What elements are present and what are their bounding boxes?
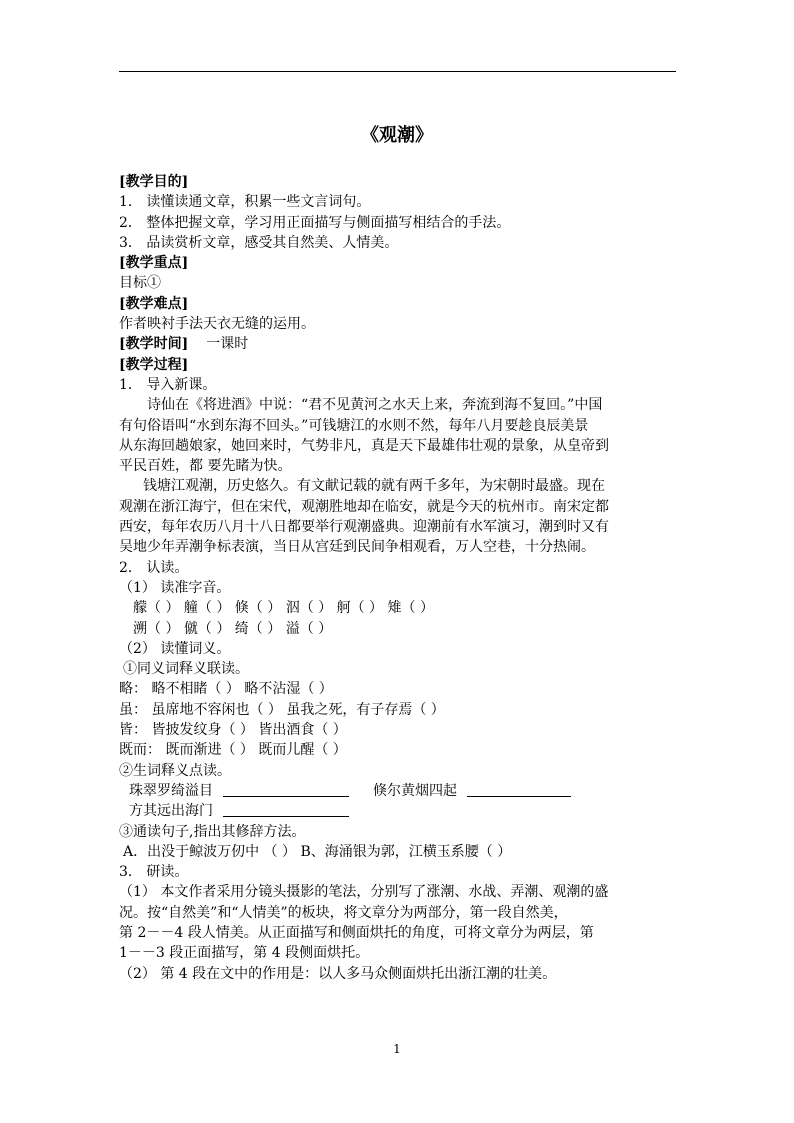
difficulties-heading: [教学难点] bbox=[119, 295, 189, 312]
paragraph-line: 诗仙在《将进酒》中说：“君不见黄河之水天上来，奔流到海不复回。”中国 bbox=[147, 397, 603, 414]
char-row: 艨（ ） 艟（ ） 倏（ ） 泅（ ） 舸（ ） 雉（ ） bbox=[133, 600, 434, 617]
vocab-heading: ②生词释义点读。 bbox=[119, 762, 231, 779]
page-number: 1 bbox=[393, 1042, 401, 1056]
paragraph-line: 钱塘江观潮，历史悠久。有文献记载的就有两千多年，为宋朝时最盛。现在 bbox=[143, 478, 605, 495]
objective-item: 1． 读懂读通文章，积累一些文言词句。 bbox=[119, 194, 371, 211]
synonym-row: 略： 略不相睹（ ） 略不沾湿（ ） bbox=[119, 681, 333, 698]
paragraph-line: 第 2－－4 段人情美。从正面描写和侧面烘托的角度，可将文章分为两层，第 bbox=[119, 924, 594, 941]
time-heading: [教学时间] bbox=[119, 336, 189, 353]
sub-heading-meaning: （2） 读懂词义。 bbox=[119, 640, 231, 657]
process-heading: [教学过程] bbox=[119, 356, 189, 373]
document-body bbox=[119, 172, 679, 984]
rhetoric-items: A．出没于鲸波万仞中 （ ） B、海涌银为郭，江横玉系腰（ ） bbox=[123, 843, 512, 860]
answer-blank bbox=[223, 802, 349, 817]
synonym-row: 虽： 虽席地不容闲也（ ） 虽我之死，有子存焉（ ） bbox=[119, 701, 445, 718]
answer-blank bbox=[223, 782, 349, 797]
header-rule bbox=[119, 71, 676, 72]
answer-blank bbox=[467, 782, 571, 797]
paragraph-line: 1－－3 段正面描写，第 4 段侧面烘托。 bbox=[119, 945, 370, 962]
objectives-heading: [教学目的] bbox=[119, 174, 189, 190]
paragraph-line: 观潮在浙江海宁，但在宋代，观潮胜地却在临安，就是今天的杭州市。南宋定都 bbox=[119, 498, 609, 515]
paragraph-line: 平民百姓，都 要先睹为快。 bbox=[119, 458, 292, 475]
synonym-heading: ①同义词释义联读。 bbox=[123, 661, 249, 678]
rhetoric-heading: ③通读句子,指出其修辞方法。 bbox=[119, 823, 306, 840]
synonym-row: 既而： 既而渐进（ ） 既而儿醒（ ） bbox=[119, 742, 347, 759]
vocab-item: 方其远出海门 bbox=[129, 803, 213, 820]
paragraph-line: （1） 本文作者采用分镜头摄影的笔法，分别写了涨潮、水战、弄潮、观潮的盛 bbox=[119, 884, 609, 901]
objective-item: 2． 整体把握文章，学习用正面描写与侧面描写相结合的手法。 bbox=[119, 214, 511, 231]
paragraph-line: 有句俗语叫“水到东海不回头。”可钱塘江的水则不然，每年八月要趁良辰美景 bbox=[119, 417, 589, 434]
objective-item: 3． 品读赏析文章，感受其自然美、人情美。 bbox=[119, 234, 399, 251]
vocab-row bbox=[119, 801, 679, 821]
time-line bbox=[119, 334, 679, 354]
vocab-item: 倏尔黄烟四起 bbox=[373, 782, 457, 799]
difficulties-text: 作者映衬手法天衣无缝的运用。 bbox=[119, 316, 315, 333]
vocab-item: 珠翠罗绮溢目 bbox=[129, 782, 213, 799]
time-text: 一课时 bbox=[206, 336, 249, 353]
page-title: 《观潮》 bbox=[361, 125, 433, 146]
vocab-row bbox=[119, 781, 679, 801]
paragraph-line: 况。按“自然美”和“人情美”的板块，将文章分为两部分，第一段自然美， bbox=[119, 904, 568, 921]
sub-heading-pronunciation: （1） 读准字音。 bbox=[119, 579, 231, 596]
synonym-row: 皆： 皆披发纹身（ ） 皆出酒食（ ） bbox=[119, 722, 347, 739]
paragraph-line: （2） 第 4 段在文中的作用是：以人多马众侧面烘托出浙江潮的壮美。 bbox=[119, 965, 557, 982]
key-points-heading: [教学重点] bbox=[119, 255, 189, 272]
step-study: 3． 研读。 bbox=[119, 864, 189, 881]
paragraph-line: 从东海回趟娘家，她回来时，气势非凡，真是天下最雄伟壮观的景象，从皇帝到 bbox=[119, 437, 609, 454]
step-reading: 2． 认读。 bbox=[119, 559, 189, 576]
paragraph-line: 西安，每年农历八月十八日都要举行观潮盛典。迎潮前有水军演习，潮到时又有 bbox=[119, 519, 609, 536]
char-row: 溯（ ） 僦（ ） 绮（ ） 溢（ ） bbox=[133, 620, 333, 637]
paragraph-line: 吴地少年弄潮争标表演，当日从宫廷到民间争相观看，万人空巷，十分热闹。 bbox=[119, 539, 595, 556]
key-points-text: 目标① bbox=[119, 275, 161, 292]
step-import: 1． 导入新课。 bbox=[119, 376, 217, 393]
